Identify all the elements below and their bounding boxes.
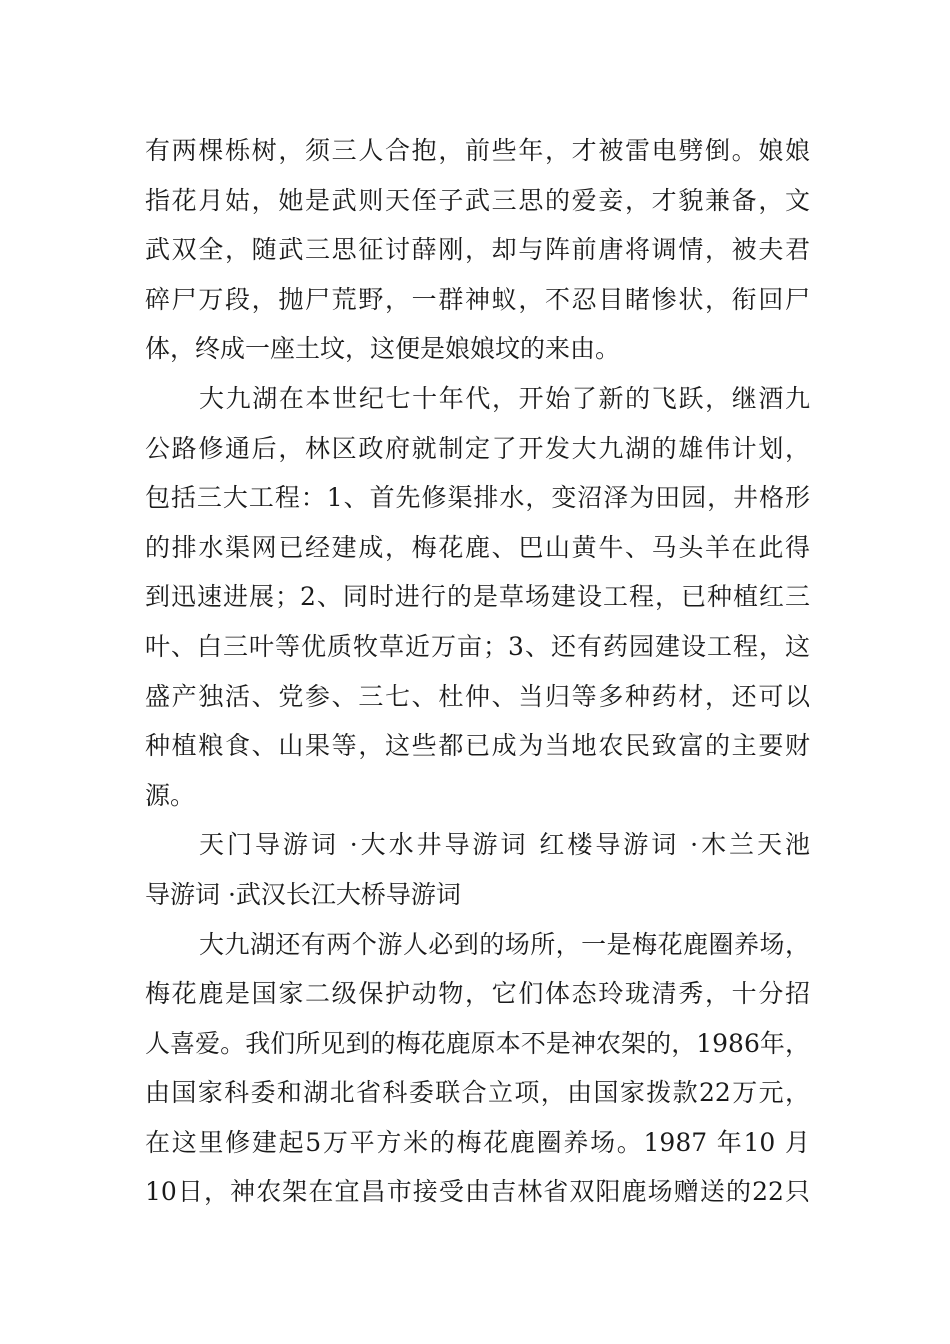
text-line: 源。 (145, 780, 196, 810)
text-line: 盛产独活、党参、三七、杜仲、当归等多种药材，还可以 (145, 681, 810, 711)
text-line: 10日，神农架在宜昌市接受由吉林省双阳鹿场赠送的22只 (145, 1177, 810, 1207)
text-line: 种植粮食、山果等，这些都已成为当地农民致富的主要财 (145, 731, 810, 761)
text-line: 指花月姑，她是武则天侄子武三思的爱妾，才貌兼备，文 (145, 185, 810, 215)
text-line: 体，终成一座土坟，这便是娘娘坟的来由。 (145, 334, 621, 364)
text-line: 在这里修建起5万平方米的梅花鹿圈养场。1987 年10 月 (145, 1127, 810, 1157)
text-line: 天门导游词 ·大水井导游词 红楼导游词 ·木兰天池 (199, 830, 810, 860)
text-line: 梅花鹿是国家二级保护动物，它们体态玲珑清秀，十分招 (145, 979, 810, 1009)
paragraph-deer-farm (145, 920, 810, 1218)
paragraph-related-links (145, 820, 810, 919)
text-line: 的排水渠网已经建成，梅花鹿、巴山黄牛、马头羊在此得 (145, 532, 810, 562)
paragraph-development-plan (145, 374, 810, 820)
text-line: 公路修通后，林区政府就制定了开发大九湖的雄伟计划， (145, 433, 810, 463)
text-line: 武双全，随武三思征讨薛刚，却与阵前唐将调情，被夫君 (145, 235, 810, 265)
text-line: 大九湖还有两个游人必到的场所，一是梅花鹿圈养场， (199, 929, 810, 959)
text-line: 人喜爱。我们所见到的梅花鹿原本不是神农架的，1986年， (145, 1028, 810, 1058)
text-line: 碎尸万段，抛尸荒野，一群神蚁，不忍目睹惨状，衔回尸 (145, 284, 810, 314)
text-line: 叶、白三叶等优质牧草近万亩；3、还有药园建设工程，这 (145, 631, 810, 661)
text-line: 包括三大工程：1、首先修渠排水，变沼泽为田园，井格形 (145, 483, 810, 513)
text-line: 大九湖在本世纪七十年代，开始了新的飞跃，继酒九 (199, 383, 810, 413)
text-line: 到迅速进展；2、同时进行的是草场建设工程，已种植红三 (145, 582, 810, 612)
paragraph-niangniang-fen (145, 126, 810, 374)
text-line: 有两棵栎树，须三人合抱，前些年，才被雷电劈倒。娘娘 (145, 136, 810, 165)
text-line: 由国家科委和湖北省科委联合立项，由国家拨款22万元， (145, 1078, 810, 1108)
text-line: 导游词 ·武汉长江大桥导游词 (145, 879, 461, 909)
body-text (145, 126, 810, 1217)
